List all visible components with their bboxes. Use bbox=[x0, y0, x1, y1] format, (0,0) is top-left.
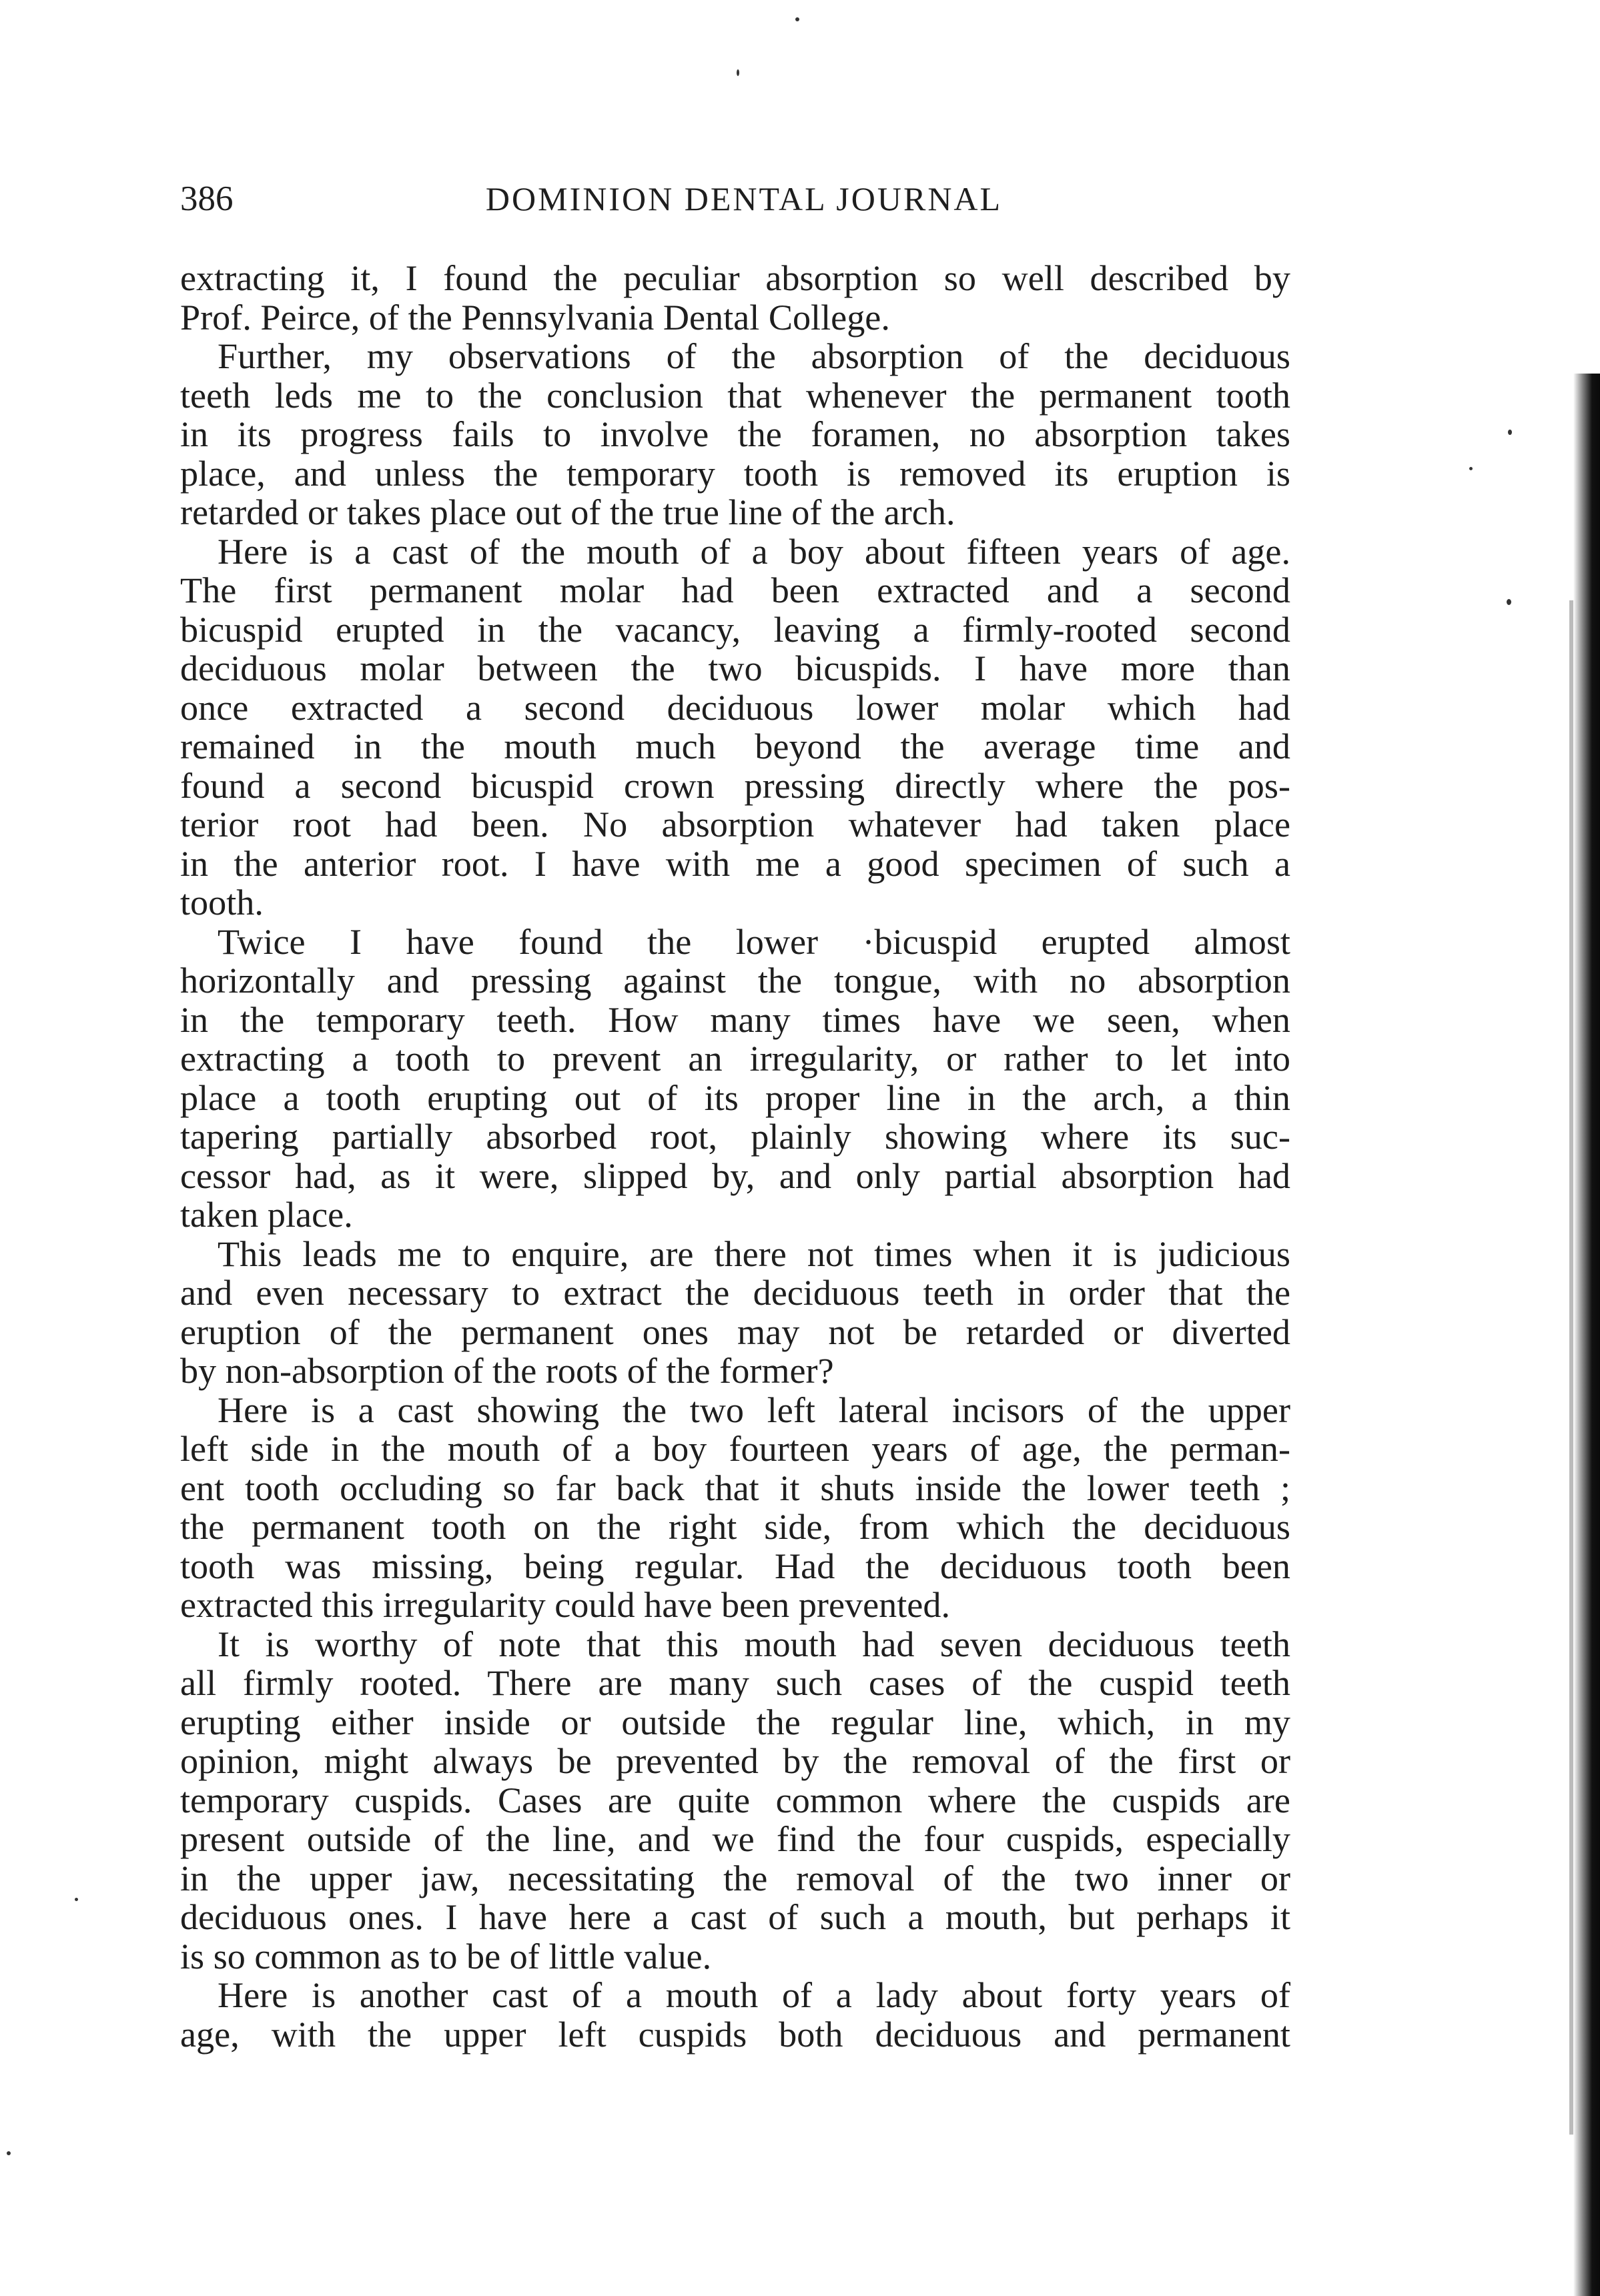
text-line: deciduous molar between the two bicuspids. I have more than bbox=[180, 648, 1290, 688]
text-line: Here is a cast of the mouth of a boy about fifteen years of age. bbox=[218, 531, 1290, 572]
text-line: terior root had been. No absorption whatever had taken place bbox=[180, 804, 1290, 844]
binding-shadow bbox=[1573, 374, 1600, 2296]
text-line: opinion, might always be prevented by the removal of the first or bbox=[180, 1741, 1290, 1781]
paragraph bbox=[180, 259, 1290, 337]
text-line: cessor had, as it were, slipped by, and only partial absorption had bbox=[180, 1155, 1290, 1196]
text-line: remained in the mouth much beyond the average time and bbox=[180, 726, 1290, 766]
text-line: extracted this irregularity could have been prevented. bbox=[180, 1585, 950, 1625]
paragraph bbox=[180, 1625, 1290, 1976]
text-line: bicuspid erupted in the vacancy, leaving a firmly-rooted second bbox=[180, 609, 1290, 650]
text-line: extracting it, I found the peculiar absorption so well described by bbox=[180, 258, 1290, 298]
text-line: in its progress fails to involve the foramen, no absorption takes bbox=[180, 414, 1290, 454]
body-text bbox=[180, 259, 1290, 2054]
text-line: in the anterior root. I have with me a good specimen of such a bbox=[180, 843, 1290, 884]
text-line: left side in the mouth of a boy fourteen years of age, the perman- bbox=[180, 1429, 1290, 1469]
text-line: and even necessary to extract the deciduous teeth in order that the bbox=[180, 1273, 1290, 1313]
text-line: This leads me to enquire, are there not times when it is judicious bbox=[218, 1233, 1290, 1274]
text-line: Here is another cast of a mouth of a lady about forty years of bbox=[218, 1975, 1290, 2015]
text-line: tapering partially absorbed root, plainly showing where its suc- bbox=[180, 1117, 1290, 1157]
scan-speck bbox=[1508, 430, 1512, 435]
text-line: Here is a cast showing the two left lateral incisors of the upper bbox=[218, 1389, 1290, 1430]
scan-speck bbox=[1469, 467, 1473, 470]
paragraph bbox=[180, 1976, 1290, 2054]
text-line: horizontally and pressing against the tongue, with no absorption bbox=[180, 961, 1290, 1001]
text-line: deciduous ones. I have here a cast of such a mouth, but perhaps it bbox=[180, 1897, 1290, 1937]
text-line: by non-absorption of the roots of the former? bbox=[180, 1351, 834, 1391]
text-line: place, and unless the temporary tooth is removed its eruption is bbox=[180, 453, 1290, 494]
text-line: Prof. Peirce, of the Pennsylvania Dental College. bbox=[180, 297, 890, 338]
running-title: DOMINION DENTAL JOURNAL bbox=[485, 180, 1003, 217]
text-line: extracting a tooth to prevent an irregularity, or rather to let into bbox=[180, 1039, 1290, 1079]
paragraph bbox=[180, 923, 1290, 1235]
text-line: in the temporary teeth. How many times have we seen, when bbox=[180, 999, 1290, 1040]
paragraph bbox=[180, 1235, 1290, 1391]
page-header bbox=[180, 172, 1281, 225]
text-line: temporary cuspids. Cases are quite common where the cuspids are bbox=[180, 1780, 1290, 1820]
text-line: present outside of the line, and we find the four cuspids, especially bbox=[180, 1819, 1290, 1859]
scan-speck bbox=[75, 1898, 78, 1901]
text-line: teeth leds me to the conclusion that whenever the permanent tooth bbox=[180, 375, 1290, 416]
text-line: erupting either inside or outside the regular line, which, in my bbox=[180, 1702, 1290, 1742]
text-line: tooth was missing, being regular. Had the deciduous tooth been bbox=[180, 1546, 1290, 1586]
page-number: 386 bbox=[180, 179, 234, 218]
text-line: in the upper jaw, necessitating the removal of the two inner or bbox=[180, 1858, 1290, 1898]
text-line: retarded or takes place out of the true line of the arch. bbox=[180, 492, 955, 532]
text-line: all firmly rooted. There are many such cases of the cuspid teeth bbox=[180, 1663, 1290, 1703]
text-line: tooth. bbox=[180, 883, 264, 923]
text-line: Twice I have found the lower ·bicuspid erupted almost bbox=[218, 921, 1290, 962]
text-line: is so common as to be of little value. bbox=[180, 1936, 712, 1976]
text-line: eruption of the permanent ones may not be retarded or diverted bbox=[180, 1311, 1290, 1352]
scan-speck bbox=[737, 69, 739, 76]
paragraph bbox=[180, 1391, 1290, 1625]
text-line: found a second bicuspid crown pressing directly where the pos- bbox=[180, 765, 1290, 806]
paragraph bbox=[180, 337, 1290, 532]
text-line: once extracted a second deciduous lower molar which had bbox=[180, 687, 1290, 728]
binding-shadow-inner bbox=[1569, 600, 1573, 2135]
text-line: The first permanent molar had been extracted and a second bbox=[180, 570, 1290, 610]
text-line: It is worthy of note that this mouth had seven deciduous teeth bbox=[218, 1624, 1290, 1664]
text-line: taken place. bbox=[180, 1195, 353, 1235]
text-line: age, with the upper left cuspids both deciduous and permanent bbox=[180, 2014, 1290, 2055]
text-line: ent tooth occluding so far back that it shuts inside the lower teeth ; bbox=[180, 1468, 1290, 1508]
text-line: the permanent tooth on the right side, from which the deciduous bbox=[180, 1507, 1290, 1547]
paragraph bbox=[180, 532, 1290, 923]
scan-speck bbox=[795, 17, 799, 21]
text-line: place a tooth erupting out of its proper line in the arch, a thin bbox=[180, 1077, 1290, 1118]
text-line: Further, my observations of the absorption of the deciduous bbox=[218, 336, 1290, 376]
scan-speck bbox=[1507, 599, 1511, 605]
scan-speck bbox=[7, 2151, 11, 2155]
